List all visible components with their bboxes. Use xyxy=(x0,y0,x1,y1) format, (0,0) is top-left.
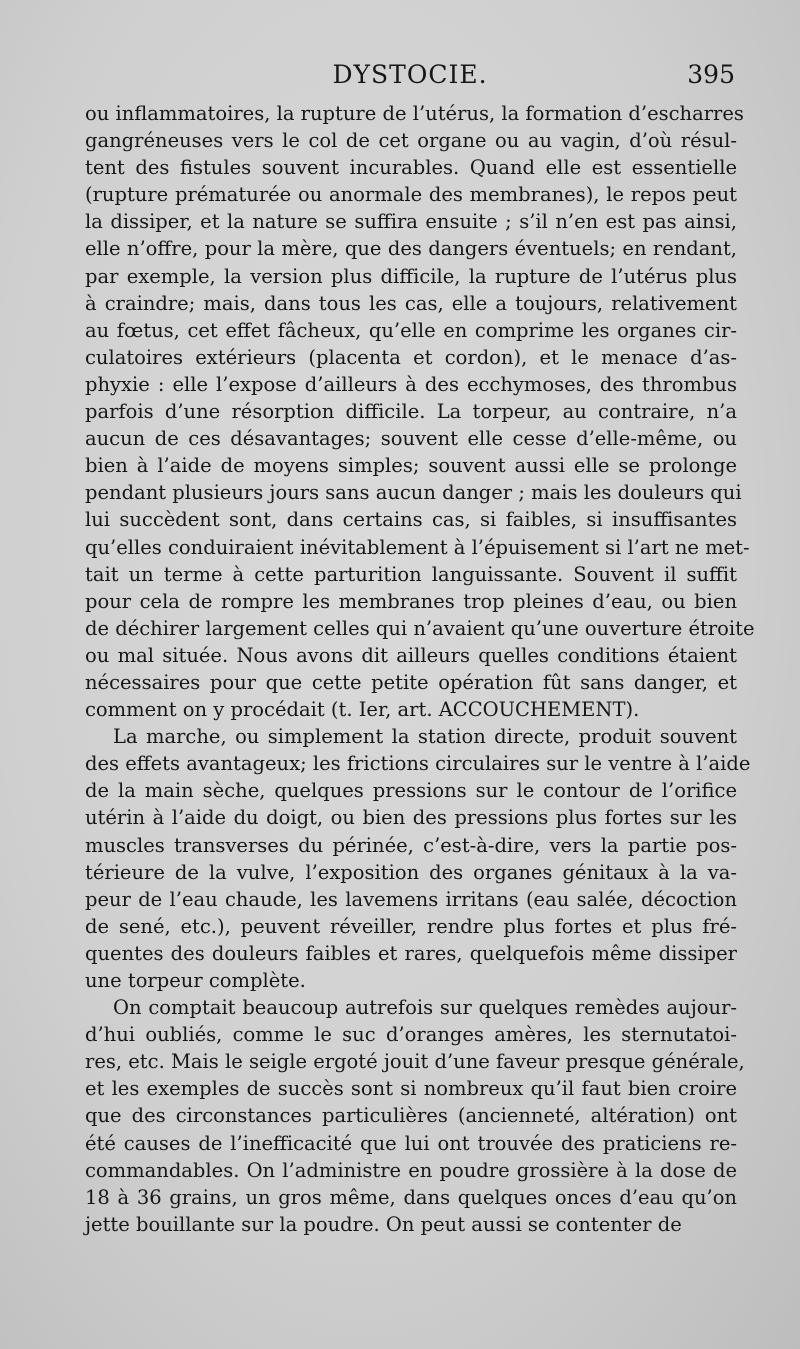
text-line: res, etc. Mais le seigle ergoté jouit d’une faveur presque générale, xyxy=(85,1050,745,1074)
text-line: lui succèdent sont, dans certains cas, si faibles, si insuffisantes xyxy=(85,508,737,532)
text-line: par exemple, la version plus difficile, la rupture de l’utérus plus xyxy=(85,264,737,288)
text-line: utérin à l’aide du doigt, ou bien des pressions plus fortes sur les xyxy=(85,806,737,830)
text-line: bien à l’aide de moyens simples; souvent aussi elle se prolonge xyxy=(85,454,737,478)
text-line: à craindre; mais, dans tous les cas, elle a toujours, relativement xyxy=(85,291,737,315)
text-line: culatoires extérieurs (placenta et cordon), et le menace d’as- xyxy=(85,345,737,369)
text-line: phyxie : elle l’expose d’ailleurs à des ecchymoses, des thrombus xyxy=(85,372,737,396)
text-line: de déchirer largement celles qui n’avaient qu’une ouverture étroite xyxy=(85,616,755,640)
paragraph xyxy=(85,100,755,723)
text-line: pendant plusieurs jours sans aucun danger ; mais les douleurs qui xyxy=(85,481,742,505)
text-line: une torpeur complète. xyxy=(85,969,306,992)
text-line: quentes des douleurs faibles et rares, quelquefois même dissiper xyxy=(85,941,737,965)
text-line: des effets avantageux; les frictions circulaires sur le ventre à l’aide xyxy=(85,752,751,776)
paragraph xyxy=(85,723,751,994)
text-line: tent des fistules souvent incurables. Quand elle est essentielle xyxy=(85,156,737,180)
text-line: aucun de ces désavantages; souvent elle cesse d’elle-même, ou xyxy=(85,427,737,451)
text-line: qu’elles conduiraient inévitablement à l’épuisement si l’art ne met- xyxy=(85,535,750,559)
text-line: gangréneuses vers le col de cet organe ou au vagin, d’où résul- xyxy=(85,129,737,153)
text-line: muscles transverses du périnée, c’est-à-dire, vers la partie pos- xyxy=(85,833,737,857)
text-line: de sené, etc.), peuvent réveiller, rendre plus fortes et plus fré- xyxy=(85,914,737,938)
text-line: nécessaires pour que cette petite opération fût sans danger, et xyxy=(85,670,737,694)
text-line: tait un terme à cette parturition languissante. Souvent il suffit xyxy=(85,562,737,586)
text-line: au fœtus, cet effet fâcheux, qu’elle en comprime les organes cir- xyxy=(85,318,737,342)
text-line: et les exemples de succès sont si nombreux qu’il faut bien croire xyxy=(85,1077,737,1101)
text-line: pour cela de rompre les membranes trop pleines d’eau, ou bien xyxy=(85,589,737,613)
paragraph xyxy=(85,994,745,1238)
text-line: commandables. On l’administre en poudre grossière à la dose de xyxy=(85,1158,737,1182)
text-line: peur de l’eau chaude, les lavemens irritans (eau salée, décoction xyxy=(85,887,737,911)
text-line: On comptait beaucoup autrefois sur quelques remèdes aujour- xyxy=(113,996,737,1020)
text-line: comment on y procédait (t. Ier, art. ACCOUCHEMENT). xyxy=(85,698,640,722)
running-title: DYSTOCIE. xyxy=(332,60,488,89)
text-line: La marche, ou simplement la station directe, produit souvent xyxy=(113,725,737,749)
text-line: elle n’offre, pour la mère, que des dangers éventuels; en rendant, xyxy=(85,237,737,261)
page-number: 395 xyxy=(687,60,735,89)
text-line: que des circonstances particulières (ancienneté, altération) ont xyxy=(85,1104,737,1128)
text-line: (rupture prématurée ou anormale des membranes), le repos peut xyxy=(85,183,737,207)
text-line: jette bouillante sur la poudre. On peut aussi se contenter de xyxy=(85,1212,682,1236)
page-header xyxy=(85,60,735,96)
text-line: ou mal située. Nous avons dit ailleurs quelles conditions étaient xyxy=(85,643,737,667)
text-line: de la main sèche, quelques pressions sur le contour de l’orifice xyxy=(85,779,737,803)
text-line: été causes de l’inefficacité que lui ont trouvée des praticiens re- xyxy=(85,1131,737,1155)
body-text xyxy=(85,100,755,1238)
text-line: ou inflammatoires, la rupture de l’utérus, la formation d’escharres xyxy=(85,102,744,125)
text-line: la dissiper, et la nature se suffira ensuite ; s’il n’en est pas ainsi, xyxy=(85,210,737,234)
text-line: d’hui oubliés, comme le suc d’oranges amères, les sternutatoi- xyxy=(85,1023,737,1047)
text-line: térieure de la vulve, l’exposition des organes génitaux à la va- xyxy=(85,860,737,884)
text-line: parfois d’une résorption difficile. La torpeur, au contraire, n’a xyxy=(85,400,737,424)
text-line: 18 à 36 grains, un gros même, dans quelques onces d’eau qu’on xyxy=(85,1185,737,1209)
